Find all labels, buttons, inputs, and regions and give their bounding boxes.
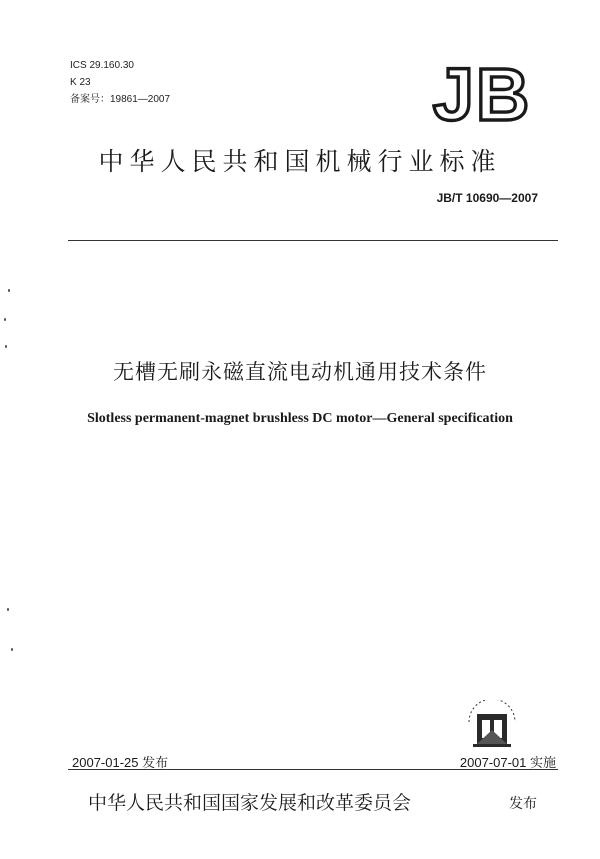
issuing-label: 发布 — [509, 796, 537, 812]
jb-logo-text: JB — [432, 58, 532, 128]
record-number: 备案号：19861—2007 — [70, 94, 171, 105]
footer-divider — [68, 769, 558, 770]
classification-block — [70, 57, 170, 108]
document-title-chinese: 无槽无刷永磁直流电动机通用技术条件 — [113, 360, 487, 384]
document-title-english: Slotless permanent-magnet brushless DC motor—General specification — [87, 411, 513, 426]
scan-speck — [4, 318, 6, 321]
standard-category-title: 中华人民共和国机械行业标准 — [98, 147, 502, 176]
issuing-authority: 中华人民共和国国家发展和改革委员会 — [88, 792, 412, 814]
scan-speck — [7, 608, 9, 611]
implementation-date: 2007-07-01 实施 — [459, 755, 556, 770]
release-date: 2007-01-25 发布 — [72, 755, 169, 770]
header-divider — [68, 240, 558, 241]
publisher-seal-emblem — [463, 700, 521, 752]
standard-number: JB/T 10690—2007 — [436, 191, 538, 205]
ics-code: ICS 29.160.30 — [70, 60, 134, 71]
scan-speck — [8, 289, 10, 292]
scan-speck — [5, 345, 7, 348]
jb-logo — [412, 58, 552, 128]
ccs-code: K 23 — [70, 77, 91, 88]
scan-speck — [11, 648, 13, 651]
